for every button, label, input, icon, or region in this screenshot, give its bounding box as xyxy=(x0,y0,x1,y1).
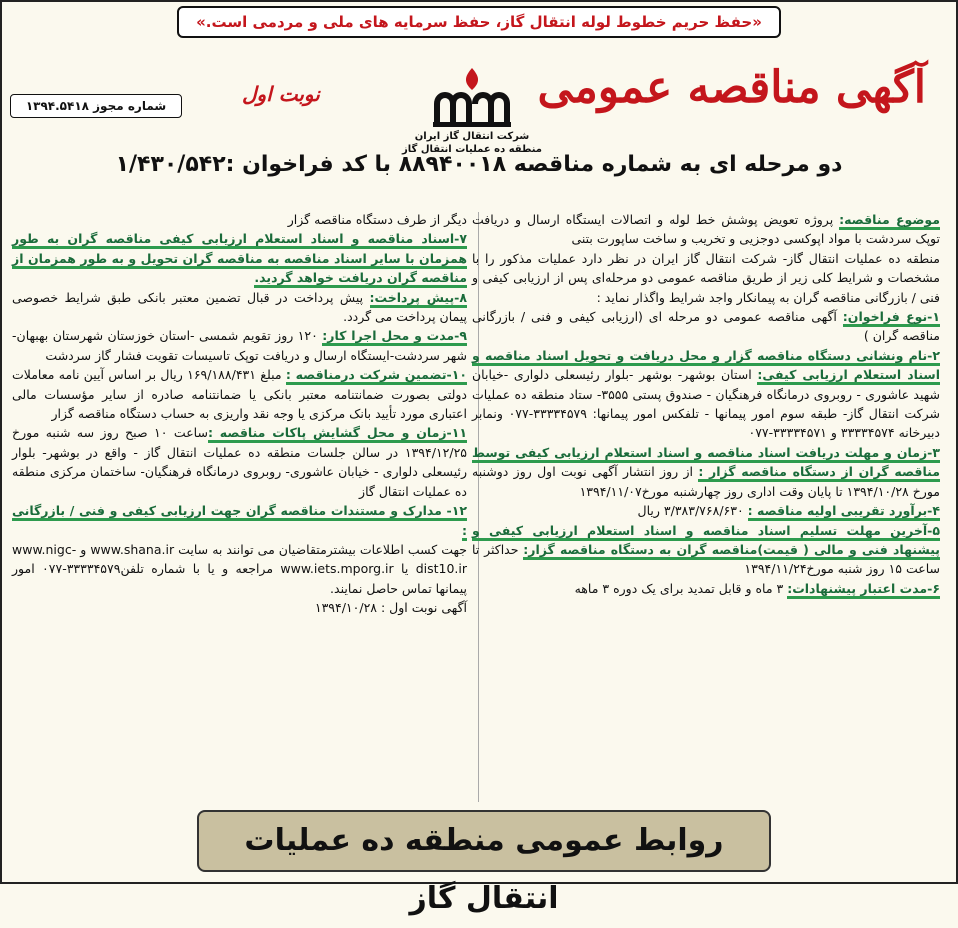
tender-item-label: ۱۲- مدارک و مستندات مناقصه گران جهت ارزیابی کیفی و فنی / بازرگانی : xyxy=(12,503,467,540)
tender-item xyxy=(472,346,940,443)
tender-item-text: مبلغ ۱۶۹/۱۸۸/۴۳۱ ریال بر اساس آیین نامه معاملات دولتی بصورت ضمانتنامه معتبر بانکی یا ضمانتنامه صادره از سایر مؤسسات مالی اعتباری مورد تأیید بانک مرکزی یا وجه نقد واریزی به حساب دستگاه مناقصه گزار xyxy=(12,367,467,422)
tender-item-label: ۱۱-زمان و محل گشایش پاکات مناقصه : xyxy=(208,425,467,443)
tender-item-text: ۱۲۰ روز تقویم شمسی -استان خوزستان شهرستان بهبهان-شهر سردشت-ایستگاه ارسال و دریافت توپک تاسیسات تقویت فشار گاز سردشت xyxy=(12,328,467,363)
tender-item-text: ساعت ۱۰ صبح روز سه شنبه مورخ ۱۳۹۴/۱۲/۲۵ در سالن جلسات منطقه ده عملیات انتقال گاز - واقع در بوشهر- بلوار رئیسعلی دلواری - خیابان عاشوری- روبروی درمانگاه فرهنگیان- ساختمان مرکزی منطقه ده عملیات انتقال گاز xyxy=(12,425,467,499)
tender-item xyxy=(472,210,940,249)
tender-item-label: ۳-زمان و مهلت دریافت اسناد مناقصه و اسناد استعلام ارزیابی کیفی توسط مناقصه گران از دستگاه مناقصه گزار : xyxy=(472,445,940,482)
left-column xyxy=(12,210,467,618)
tender-item-text: از روز انتشار آگهی نوبت اول روز دوشنبه مورخ ۱۳۹۴/۱۰/۲۸ تا پایان وقت اداری روز چهارشنبه مورخ۱۳۹۴/۱۱/۰۷ xyxy=(472,464,940,499)
tender-item-label: موضوع مناقصه: xyxy=(839,212,940,230)
right-column xyxy=(472,210,940,598)
tender-item-label: ۸-پیش پرداخت: xyxy=(370,290,468,308)
tender-headline: دو مرحله ای به شماره مناقصه ۸۸۹۴۰۰۱۸ با کد فراخوان :۱/۴۳۰/۵۴۲ xyxy=(115,152,843,177)
tender-item-text: استان بوشهر- بوشهر -بلوار رئیسعلی دلواری -خیابان شهید عاشوری - روبروی درمانگاه فرهنگیان - صندوق پستی ۳۵۵۵- ستاد منطقه ده عملیات شرکت انتقال گاز- طبقه سوم امور پیمانها - تلفکس امور پیمانها: ۳۳۳۳۴۵۷۹-۰۷۷ ونمابر دبیرخانه ۳۳۳۳۴۵۷۴ و ۳۳۳۳۴۵۷۱-۰۷۷ xyxy=(472,367,941,441)
tender-item-text: پیش پرداخت در قبال تضمین معتبر بانکی طبق شرایط خصوصی پیمان پرداخت می گردد. xyxy=(12,289,467,325)
tender-item-label: ۵-آخرین مهلت تسلیم اسناد مناقصه و اسناد استعلام ارزیابی کیفی و پیشنهاد فنی و مالی ( قیمت)مناقصه گران به دستگاه مناقصه گزار: xyxy=(472,523,940,560)
tender-item-text: ۳/۳۸۳/۷۶۸/۶۳۰ ریال xyxy=(637,503,748,519)
tender-item xyxy=(472,249,940,307)
tender-item-label: ۷-اسناد مناقصه و اسناد استعلام ارزیابی کیفی مناقصه گران به طور همزمان با سایر اسناد مناقصه به مناقصه گران تحویل و به طور همزمان از مناقصه گران دریافت خواهد گردید. xyxy=(12,231,467,288)
page-title: آگهی مناقصه عمومی xyxy=(537,62,926,113)
company-name-line1: شرکت انتقال گاز ایران xyxy=(414,131,530,142)
tender-item xyxy=(472,307,940,346)
tender-item-text: منطقه ده عملیات انتقال گاز- شرکت انتقال گاز ایران در نظر دارد عملیات مذکور را با مشخصات و شرایط کلی زیر از طریق مناقصه عمومی دو مرحله‌ای پس از ارزیابی کیفی و فنی / بازرگانی مناقصه گران به پیمانکار واجد شرایط واگذار نماید : xyxy=(472,250,940,305)
tender-item xyxy=(12,210,467,229)
tender-item-label: ۹-مدت و محل اجرا کار: xyxy=(322,328,467,346)
company-name-line2: منطقه ده عملیات انتقال گاز xyxy=(402,144,542,155)
tender-item-text: آگهی مناقصه عمومی دو مرحله ای (ارزیابی کیفی و فنی / بازرگانی مناقصه گران ) xyxy=(472,309,940,344)
tender-item-label: ۶-مدت اعتبار پیشنهادات: xyxy=(787,581,940,599)
tender-item xyxy=(12,423,467,501)
tender-item xyxy=(12,501,467,540)
tender-item xyxy=(12,365,467,423)
footer-public-relations: روابط عمومی منطقه ده عملیات انتقال گاز xyxy=(197,810,771,872)
tender-item xyxy=(12,540,467,598)
tender-item-label: ۴-برآورد تقریبی اولیه مناقصه : xyxy=(748,503,940,521)
permit-number: شماره مجوز ۱۳۹۴.۵۴۱۸ xyxy=(10,94,182,118)
tender-item-text: آگهی نوبت اول : ۱۳۹۴/۱۰/۲۸ xyxy=(314,600,467,616)
tender-item-label: ۱-نوع فراخوان: xyxy=(843,309,940,327)
tender-item-text: ۳ ماه و قابل تمدید برای یک دوره ۳ ماهه xyxy=(574,580,788,596)
tender-item-text: جهت کسب اطلاعات بیشترمتقاضیان می توانند به سایت www.shana.ir و www.nigc-dist10.ir یا www.iets.mporg.ir مراجعه و یا با شماره تلفن۳۳۳۳۴۵۷۹-۰۷۷ امور پیمانها تماس حاصل نمایند. xyxy=(12,541,468,596)
tender-item xyxy=(472,501,940,520)
tender-item-label: ۲-نام ونشانی دستگاه مناقصه گزار و محل دریافت و تحویل اسناد مناقصه و اسناد استعلام ارزیابی کیفی: xyxy=(472,348,940,385)
tender-item xyxy=(472,443,940,501)
tender-item xyxy=(472,521,940,579)
first-publication-label: نوبت اول xyxy=(242,82,320,106)
gas-company-logo-icon xyxy=(427,64,517,128)
tender-item xyxy=(472,579,940,598)
tender-item xyxy=(12,326,467,365)
slogan-banner: «حفظ حریم خطوط لوله انتقال گاز، حفظ سرمایه های ملی و مردمی است.» xyxy=(177,6,781,38)
tender-item xyxy=(12,229,467,287)
tender-item xyxy=(12,288,467,327)
tender-item-text: پروژه تعویض پوشش خط لوله و اتصالات ایستگاه ارسال و دریافت توپک سردشت با مواد اپوکسی دوجزیی و تخریب و ساخت ساپورت بتنی xyxy=(472,212,940,247)
tender-item-label: ۱۰-تضمین شرکت درمناقصه : xyxy=(286,367,467,385)
tender-item-text: دیگر از طرف دستگاه مناقصه گزار xyxy=(287,212,467,227)
tender-item-text: حداکثر تا ساعت ۱۵ روز شنبه مورخ۱۳۹۴/۱۱/۲۴ xyxy=(472,541,940,577)
tender-item xyxy=(12,598,467,617)
